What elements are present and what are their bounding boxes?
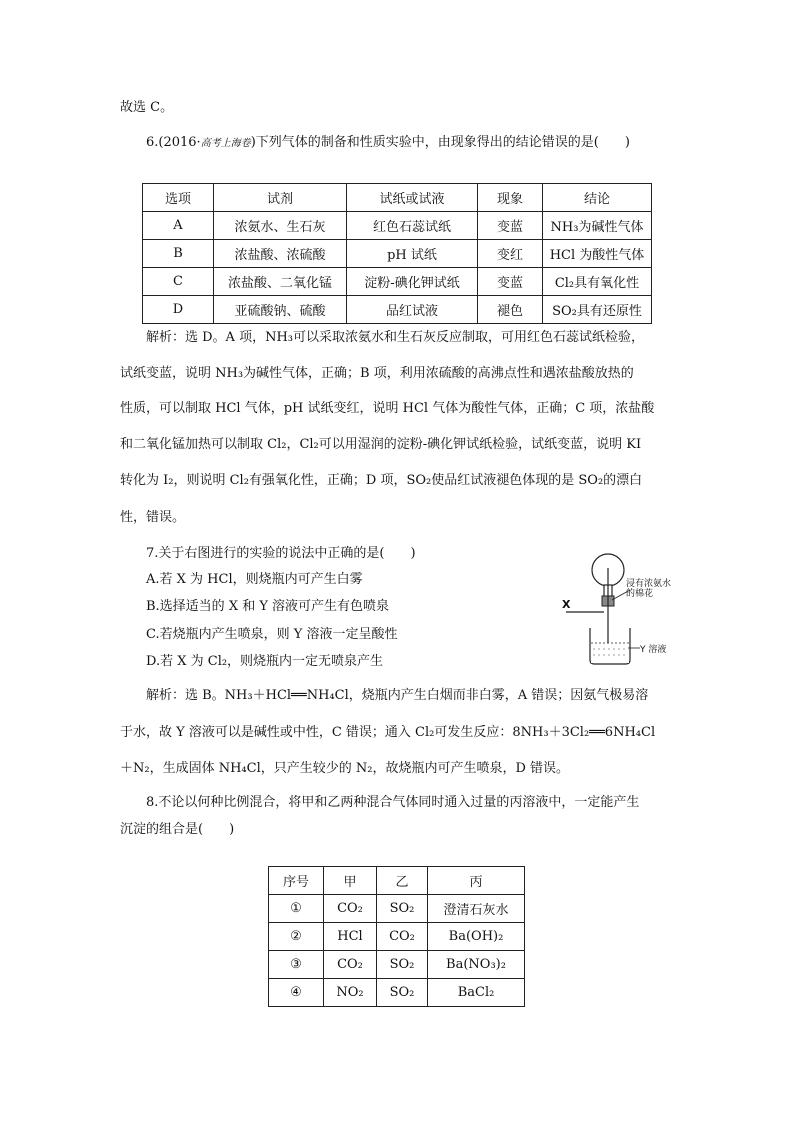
q6-stem: 6.(2016·高考上海卷)下列气体的制备和性质实验中，由现象得出的结论错误的是( )	[146, 135, 630, 150]
solution	[591, 643, 629, 663]
q6-analysis-line: 转化为 I₂，则说明 Cl₂有强氧化性，正确；D 项，SO₂使品红试液褪色体现的是 SO₂的漂白	[120, 473, 643, 488]
table-cell: D	[143, 296, 214, 324]
table-cell: C	[143, 268, 214, 296]
q7-analysis-line: 于水，故 Y 溶液可以是碱性或中性，C 错误；通入 Cl₂可发生反应：8NH₃＋3Cl₂══6NH₄Cl	[120, 725, 656, 740]
q6-table	[142, 183, 652, 324]
table-cell: ④	[269, 979, 324, 1007]
table-cell: 变红	[478, 240, 543, 268]
q6-analysis-line: 和二氧化锰加热可以制取 Cl₂，Cl₂可以用湿润的淀粉-碘化钾试纸检验，试纸变蓝，说明 KI	[120, 437, 642, 452]
q6-analysis-line: 解析：选 D。A 项，NH₃可以采取浓氨水和生石灰反应制取，可用红色石蕊试纸检验，	[146, 330, 644, 345]
table-cell: ③	[269, 951, 324, 979]
table-cell: NH₃为碱性气体	[543, 212, 652, 240]
table-row	[143, 268, 652, 296]
q6-analysis-line: 性质，可以制取 HCl 气体，pH 试纸变红，说明 HCl 气体为酸性气体，正确；C 项，浓盐酸	[120, 401, 655, 416]
table-row	[143, 212, 652, 240]
table-cell: CO₂	[324, 951, 377, 979]
q8-table	[268, 866, 525, 1007]
table-cell: B	[143, 240, 214, 268]
header-cell: 选项	[143, 184, 214, 212]
q6-analysis-line: 性，错误。	[120, 510, 186, 525]
q7-stem: 7.关于右图进行的实验的说法中正确的是( )	[146, 546, 416, 561]
q7-option-d: D.若 X 为 Cl₂，则烧瓶内一定无喷泉产生	[146, 654, 384, 669]
table-cell: Cl₂具有氧化性	[543, 268, 652, 296]
header-cell: 序号	[269, 867, 324, 895]
table-cell: SO₂具有还原性	[543, 296, 652, 324]
fountain-apparatus-figure	[560, 548, 690, 668]
q8-stem-line-1: 8.不论以何种比例混合，将甲和乙两种混合气体同时通入过量的丙溶液中，一定能产生	[146, 795, 640, 810]
header-cell: 试纸或试液	[347, 184, 478, 212]
table-cell: 红色石蕊试纸	[347, 212, 478, 240]
table-cell: CO₂	[377, 923, 428, 951]
q7-option-b: B.选择适当的 X 和 Y 溶液可产生有色喷泉	[146, 599, 390, 614]
table-cell: CO₂	[324, 895, 377, 923]
table-cell: 品红试液	[347, 296, 478, 324]
table-cell: SO₂	[377, 895, 428, 923]
table-cell: 变蓝	[478, 268, 543, 296]
table-cell: 澄清石灰水	[428, 895, 525, 923]
table-cell: SO₂	[377, 951, 428, 979]
q7-analysis-line: 解析：选 B。NH₃＋HCl══NH₄Cl，烧瓶内产生白烟而非白雾，A 错误；因氨气极易溶	[146, 688, 649, 703]
table-cell: pH 试纸	[347, 240, 478, 268]
header-cell: 丙	[428, 867, 525, 895]
table-cell: HCl	[324, 923, 377, 951]
q8-stem-line-2: 沉淀的组合是( )	[120, 822, 235, 837]
table-cell: NO₂	[324, 979, 377, 1007]
table-cell: Ba(NO₃)₂	[428, 951, 525, 979]
table-cell: 淀粉-碘化钾试纸	[347, 268, 478, 296]
table-cell: 浓盐酸、二氧化锰	[214, 268, 347, 296]
table-row	[269, 895, 525, 923]
table-cell: 变蓝	[478, 212, 543, 240]
table-cell: HCl 为酸性气体	[543, 240, 652, 268]
table-row	[269, 923, 525, 951]
cotton-label-1: 浸有浓氨水	[626, 579, 672, 589]
q6-source: 高考上海卷	[200, 138, 251, 149]
q7-option-c: C.若烧瓶内产生喷泉，则 Y 溶液一定呈酸性	[146, 627, 398, 642]
y-label: Y 溶液	[640, 645, 667, 655]
table-row	[143, 296, 652, 324]
table-cell: SO₂	[377, 979, 428, 1007]
x-label: X	[562, 598, 571, 611]
header-cell: 甲	[324, 867, 377, 895]
table-cell: 浓盐酸、浓硫酸	[214, 240, 347, 268]
table-cell: 浓氨水、生石灰	[214, 212, 347, 240]
table-cell: A	[143, 212, 214, 240]
table-cell: ①	[269, 895, 324, 923]
table-cell: BaCl₂	[428, 979, 525, 1007]
table-row	[143, 240, 652, 268]
q7-option-a: A.若 X 为 HCl，则烧瓶内可产生白雾	[146, 572, 363, 587]
previous-answer: 故选 C。	[120, 100, 174, 115]
table-cell: 亚硫酸钠、硫酸	[214, 296, 347, 324]
header-cell: 乙	[377, 867, 428, 895]
cotton-label-2: 的棉花	[626, 589, 654, 599]
table-cell: 褪色	[478, 296, 543, 324]
table-row	[269, 979, 525, 1007]
header-cell: 试剂	[214, 184, 347, 212]
table-header-row	[143, 184, 652, 212]
header-cell: 现象	[478, 184, 543, 212]
table-cell: Ba(OH)₂	[428, 923, 525, 951]
table-header-row	[269, 867, 525, 895]
table-row	[269, 951, 525, 979]
table-cell: ②	[269, 923, 324, 951]
q7-analysis-line: ＋N₂，生成固体 NH₄Cl，只产生较少的 N₂，故烧瓶内可产生喷泉，D 错误。	[120, 761, 570, 776]
header-cell: 结论	[543, 184, 652, 212]
q6-analysis-line: 试纸变蓝，说明 NH₃为碱性气体，正确；B 项，利用浓硫酸的高沸点性和遇浓盐酸放热的	[120, 366, 634, 381]
